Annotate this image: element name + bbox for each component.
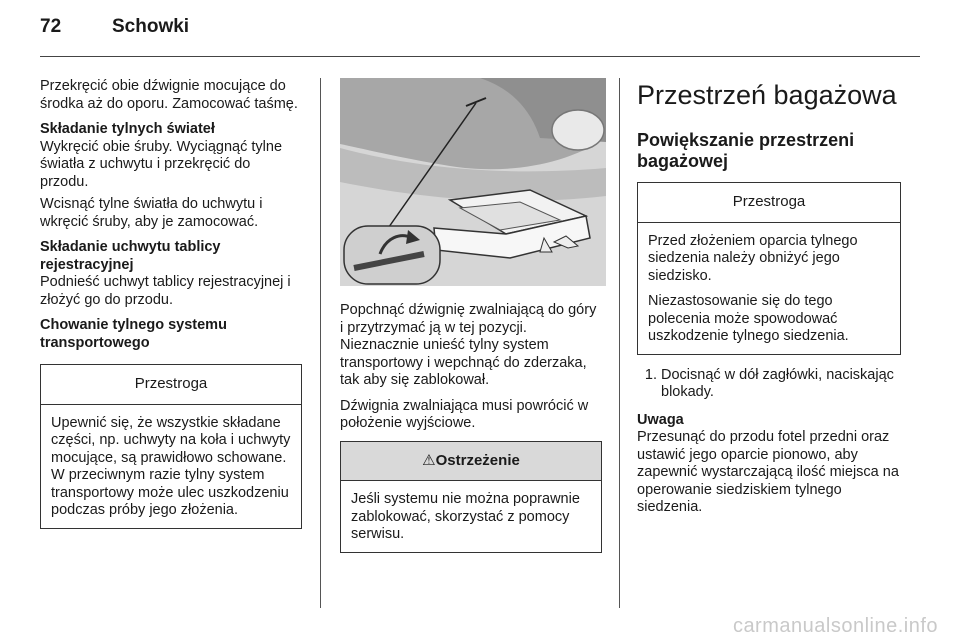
warning-title: Ostrzeżenie (435, 451, 520, 469)
steps-list (637, 367, 901, 402)
paragraph: Wykręcić obie śruby. Wyciągnąć tylne światła z uchwytu i przekręcić do przodu. (40, 138, 283, 190)
paragraph: Dźwignia zwalniająca musi powrócić w położenie wyjściowe. (340, 397, 589, 431)
warning-triangle-icon: ⚠ (422, 451, 436, 469)
chapter-title: Schowki (112, 16, 190, 37)
caution-text: Niezastosowanie się do tego polecenia może spowodować uszkodzenie tylnego siedzenia. (648, 293, 849, 344)
column-3 (637, 78, 901, 525)
page-header (40, 16, 189, 38)
subheading-hide-system: Chowanie tylnego systemu transportowego (40, 317, 227, 351)
caution-title: Przestroga (41, 365, 301, 405)
paragraph: Wcisnąć tylne światła do uchwytu i wkręcić śruby, aby je zamocować. (40, 196, 263, 230)
watermark: carmanualsonline.info (732, 615, 938, 637)
caution-text: Przed złożeniem oparcia tylnego siedzenia należy obniżyć jego siedzisko. (648, 232, 858, 284)
column-divider-2 (619, 78, 620, 608)
warning-text: Jeśli systemu nie można poprawnie zablokować, skorzystać z pomocy serwisu. (351, 491, 580, 542)
subsection-heading: Powiększanie przestrzeni bagażowej (637, 130, 855, 171)
list-item: 1. Docisnąć w dół zagłówki, naciskając blokady. (661, 367, 901, 402)
rear-carrier-drawing (340, 78, 606, 286)
paragraph: Popchnąć dźwignię zwalniającą do góry i przytrzymać ją w tej pozycji. Nieznacznie unieść tylny system transportowy i wepchnąć do zderzaka, tak aby się zablokował. (340, 302, 597, 388)
warning-box (340, 441, 602, 553)
caution-box-seat (637, 182, 901, 355)
column-2 (340, 78, 602, 553)
paragraph: Podnieść uchwyt tablicy rejestracyjnej i złożyć go do przodu. (40, 274, 291, 308)
page-number: 72 (40, 16, 62, 37)
paragraph: Przekręcić obie dźwignie mocujące do środka aż do oporu. Zamocować taśmę. (40, 78, 298, 112)
section-heading: Przestrzeń bagażowa (637, 80, 897, 110)
column-divider-1 (320, 78, 321, 608)
column-1 (40, 78, 302, 529)
header-divider (40, 56, 920, 57)
rear-carrier-illustration (340, 78, 606, 286)
subheading-lights: Składanie tylnych świateł (40, 121, 215, 137)
warning-header (341, 442, 601, 482)
subheading-plate: Składanie uchwytu tablicy rejestracyjnej (40, 239, 221, 273)
caution-title: Przestroga (638, 183, 900, 223)
caution-text: Upewnić się, że wszystkie składane części, np. uchwyty na koła i uchwyty mocujące, są prawidłowo schowane. W przeciwnym razie tylny system transportowy może ulec uszkodzeniu podczas próby jego złożenia. (51, 414, 291, 518)
caution-box (40, 364, 302, 529)
note-text: Przesunąć do przodu fotel przedni oraz ustawić jego oparcie pionowo, aby zapewnić wystarczającą ilość miejsca na operowanie siedziskiem tylnego siedzenia. (637, 429, 899, 515)
note-label: Uwaga (637, 411, 684, 428)
